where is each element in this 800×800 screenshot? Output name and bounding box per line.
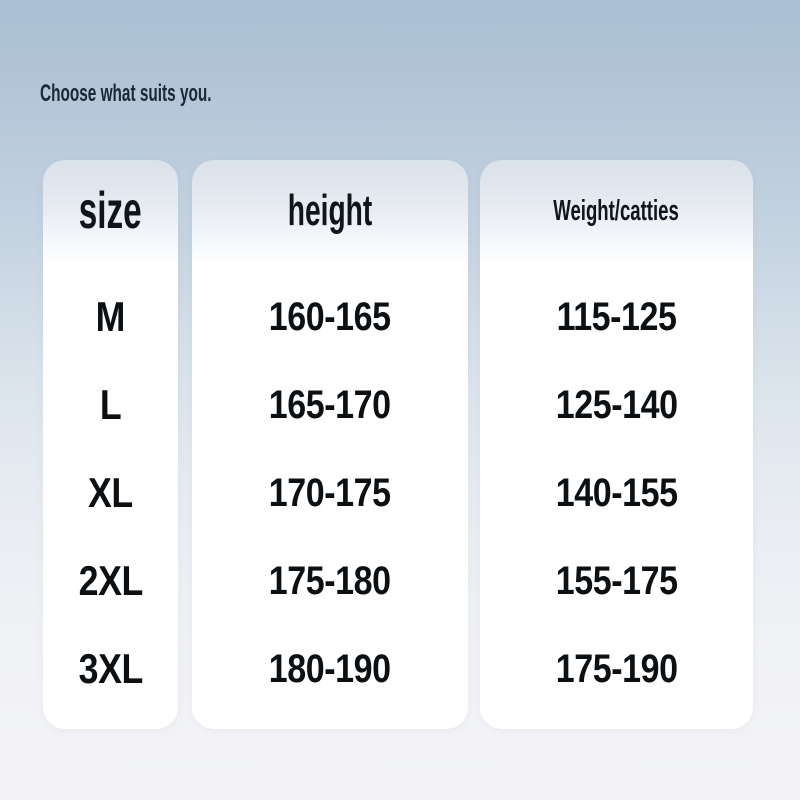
weight-column-card (480, 160, 753, 729)
weight-cell-l: 125-140 (555, 383, 678, 427)
size-header-label: size (79, 182, 142, 240)
height-header-label: height (287, 186, 373, 235)
size-cell-l: L (99, 381, 122, 428)
height-column-card (192, 160, 468, 729)
size-cell-m: M (95, 293, 126, 340)
size-column-header (43, 160, 178, 262)
weight-cell-m: 115-125 (556, 295, 677, 339)
weight-header-label: Weight/catties (553, 194, 680, 227)
size-cell-3xl: 3XL (78, 645, 143, 692)
height-cell-m: 160-165 (269, 295, 391, 339)
size-column-rows (43, 262, 178, 713)
size-cell-2xl: 2XL (78, 557, 143, 604)
height-column-rows (192, 262, 468, 713)
weight-column-rows (480, 262, 753, 713)
size-cell-xl: XL (88, 469, 133, 516)
weight-cell-2xl: 155-175 (555, 559, 678, 603)
size-column-card (43, 160, 178, 729)
weight-column-header (480, 160, 753, 262)
height-cell-2xl: 175-180 (269, 559, 391, 603)
height-cell-3xl: 180-190 (269, 647, 391, 691)
height-cell-l: 165-170 (269, 383, 391, 427)
weight-cell-3xl: 175-190 (555, 647, 678, 691)
page-title (40, 82, 308, 106)
height-cell-xl: 170-175 (269, 471, 391, 515)
weight-cell-xl: 140-155 (555, 471, 678, 515)
page-title-text: Choose what suits you. (40, 80, 212, 107)
height-column-header (192, 160, 468, 262)
